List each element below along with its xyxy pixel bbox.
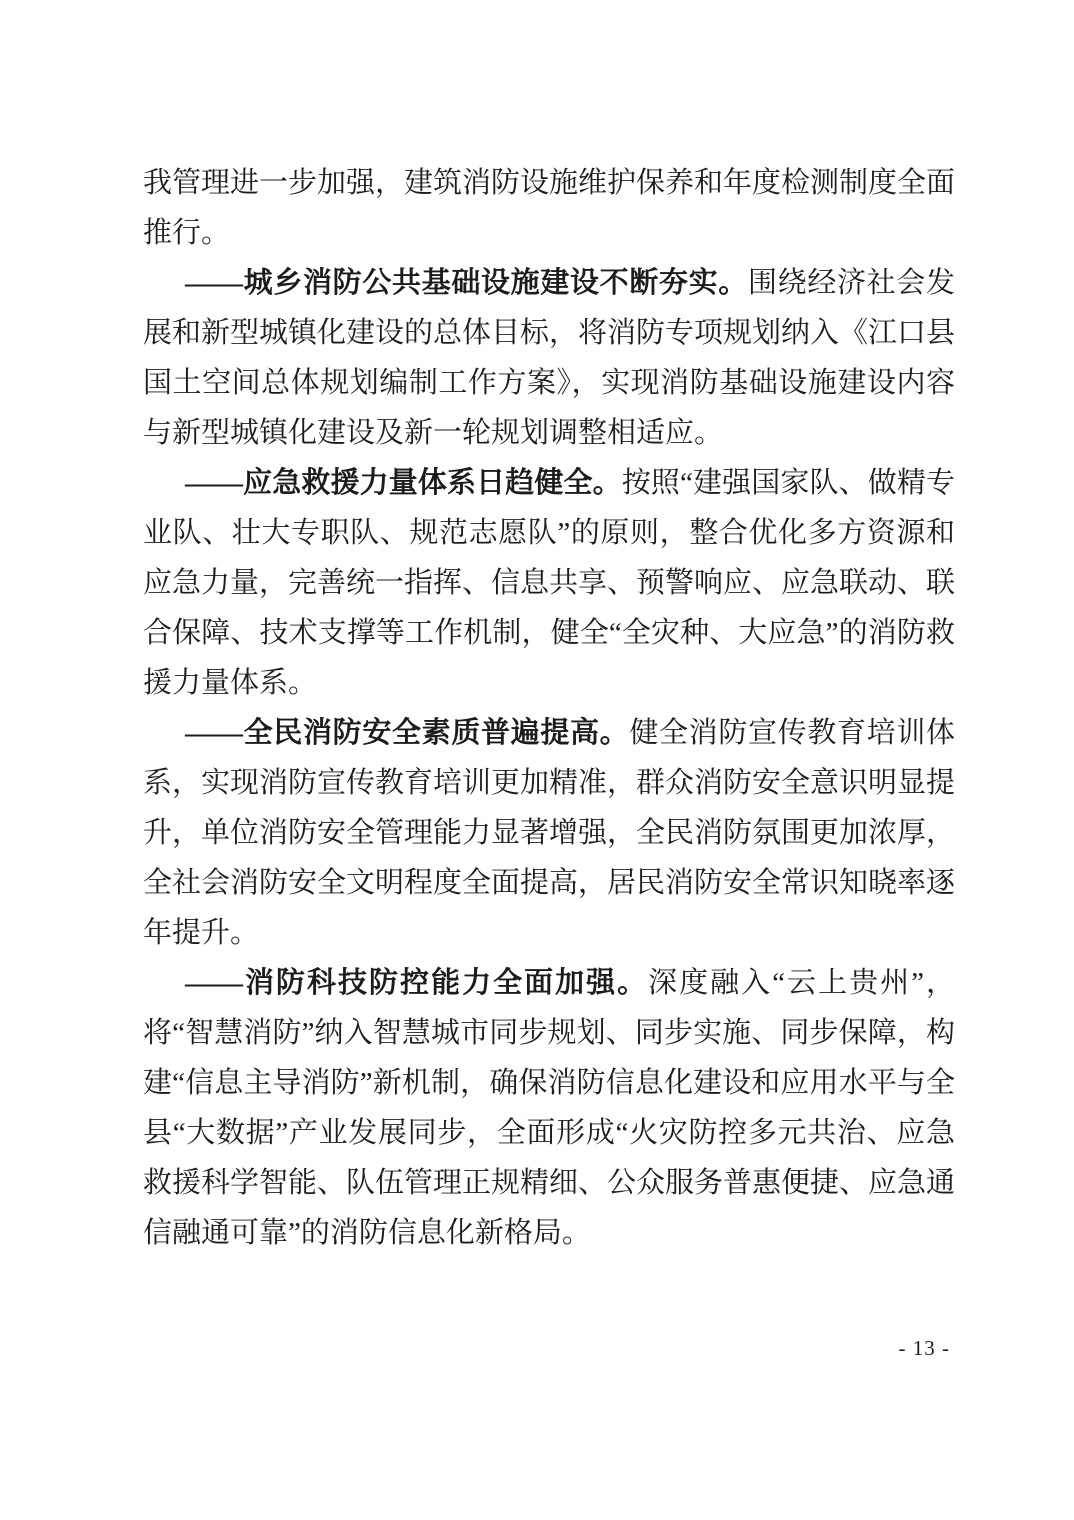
paragraph-public-safety-quality — [143, 708, 955, 958]
paragraph-lead: ——消防科技防控能力全面加强。 — [185, 967, 649, 999]
paragraph-text: 围绕经济社会发展和新型城镇化建设的总体目标，将消防专项规划纳入《江口县国土空间总体规划编制工作方案》，实现消防基础设施建设内容与新型城镇化建设及新一轮规划调整相适应。 — [143, 267, 956, 449]
paragraph-fire-technology — [143, 958, 955, 1258]
paragraph-continuation — [143, 158, 955, 258]
paragraph-text: 健全消防宣传教育培训体系，实现消防宣传教育培训更加精准，群众消防安全意识明显提升，单位消防安全管理能力显著增强，全民消防氛围更加浓厚，全社会消防安全文明程度全面提高，居民消防安全常识知晓率逐年提升。 — [143, 717, 956, 949]
paragraph-emergency-rescue — [143, 458, 955, 708]
paragraph-urban-infrastructure — [143, 258, 955, 458]
paragraph-text: 按照“建强国家队、做精专业队、壮大专职队、规范志愿队”的原则，整合优化多方资源和应急力量，完善统一指挥、信息共享、预警响应、应急联动、联合保障、技术支撑等工作机制，健全“全灾种、大应急”的消防救援力量体系。 — [143, 467, 956, 699]
document-body — [143, 158, 955, 1258]
paragraph-text: 我管理进一步加强，建筑消防设施维护保养和年度检测制度全面推行。 — [143, 167, 956, 249]
paragraph-text: 深度融入“云上贵州”，将“智慧消防”纳入智慧城市同步规划、同步实施、同步保障，构建“信息主导消防”新机制，确保消防信息化建设和应用水平与全县“大数据”产业发展同步，全面形成“火灾防控多元共治、应急救援科学智能、队伍管理正规精细、公众服务普惠便捷、应急通信融通可靠”的消防信息化新格局。 — [143, 967, 956, 1249]
paragraph-lead: ——全民消防安全素质普遍提高。 — [185, 717, 630, 749]
paragraph-lead: ——城乡消防公共基础设施建设不断夯实。 — [185, 267, 748, 299]
page-number: - 13 - — [898, 1336, 950, 1360]
paragraph-lead: ——应急救援力量体系日趋健全。 — [185, 467, 622, 499]
